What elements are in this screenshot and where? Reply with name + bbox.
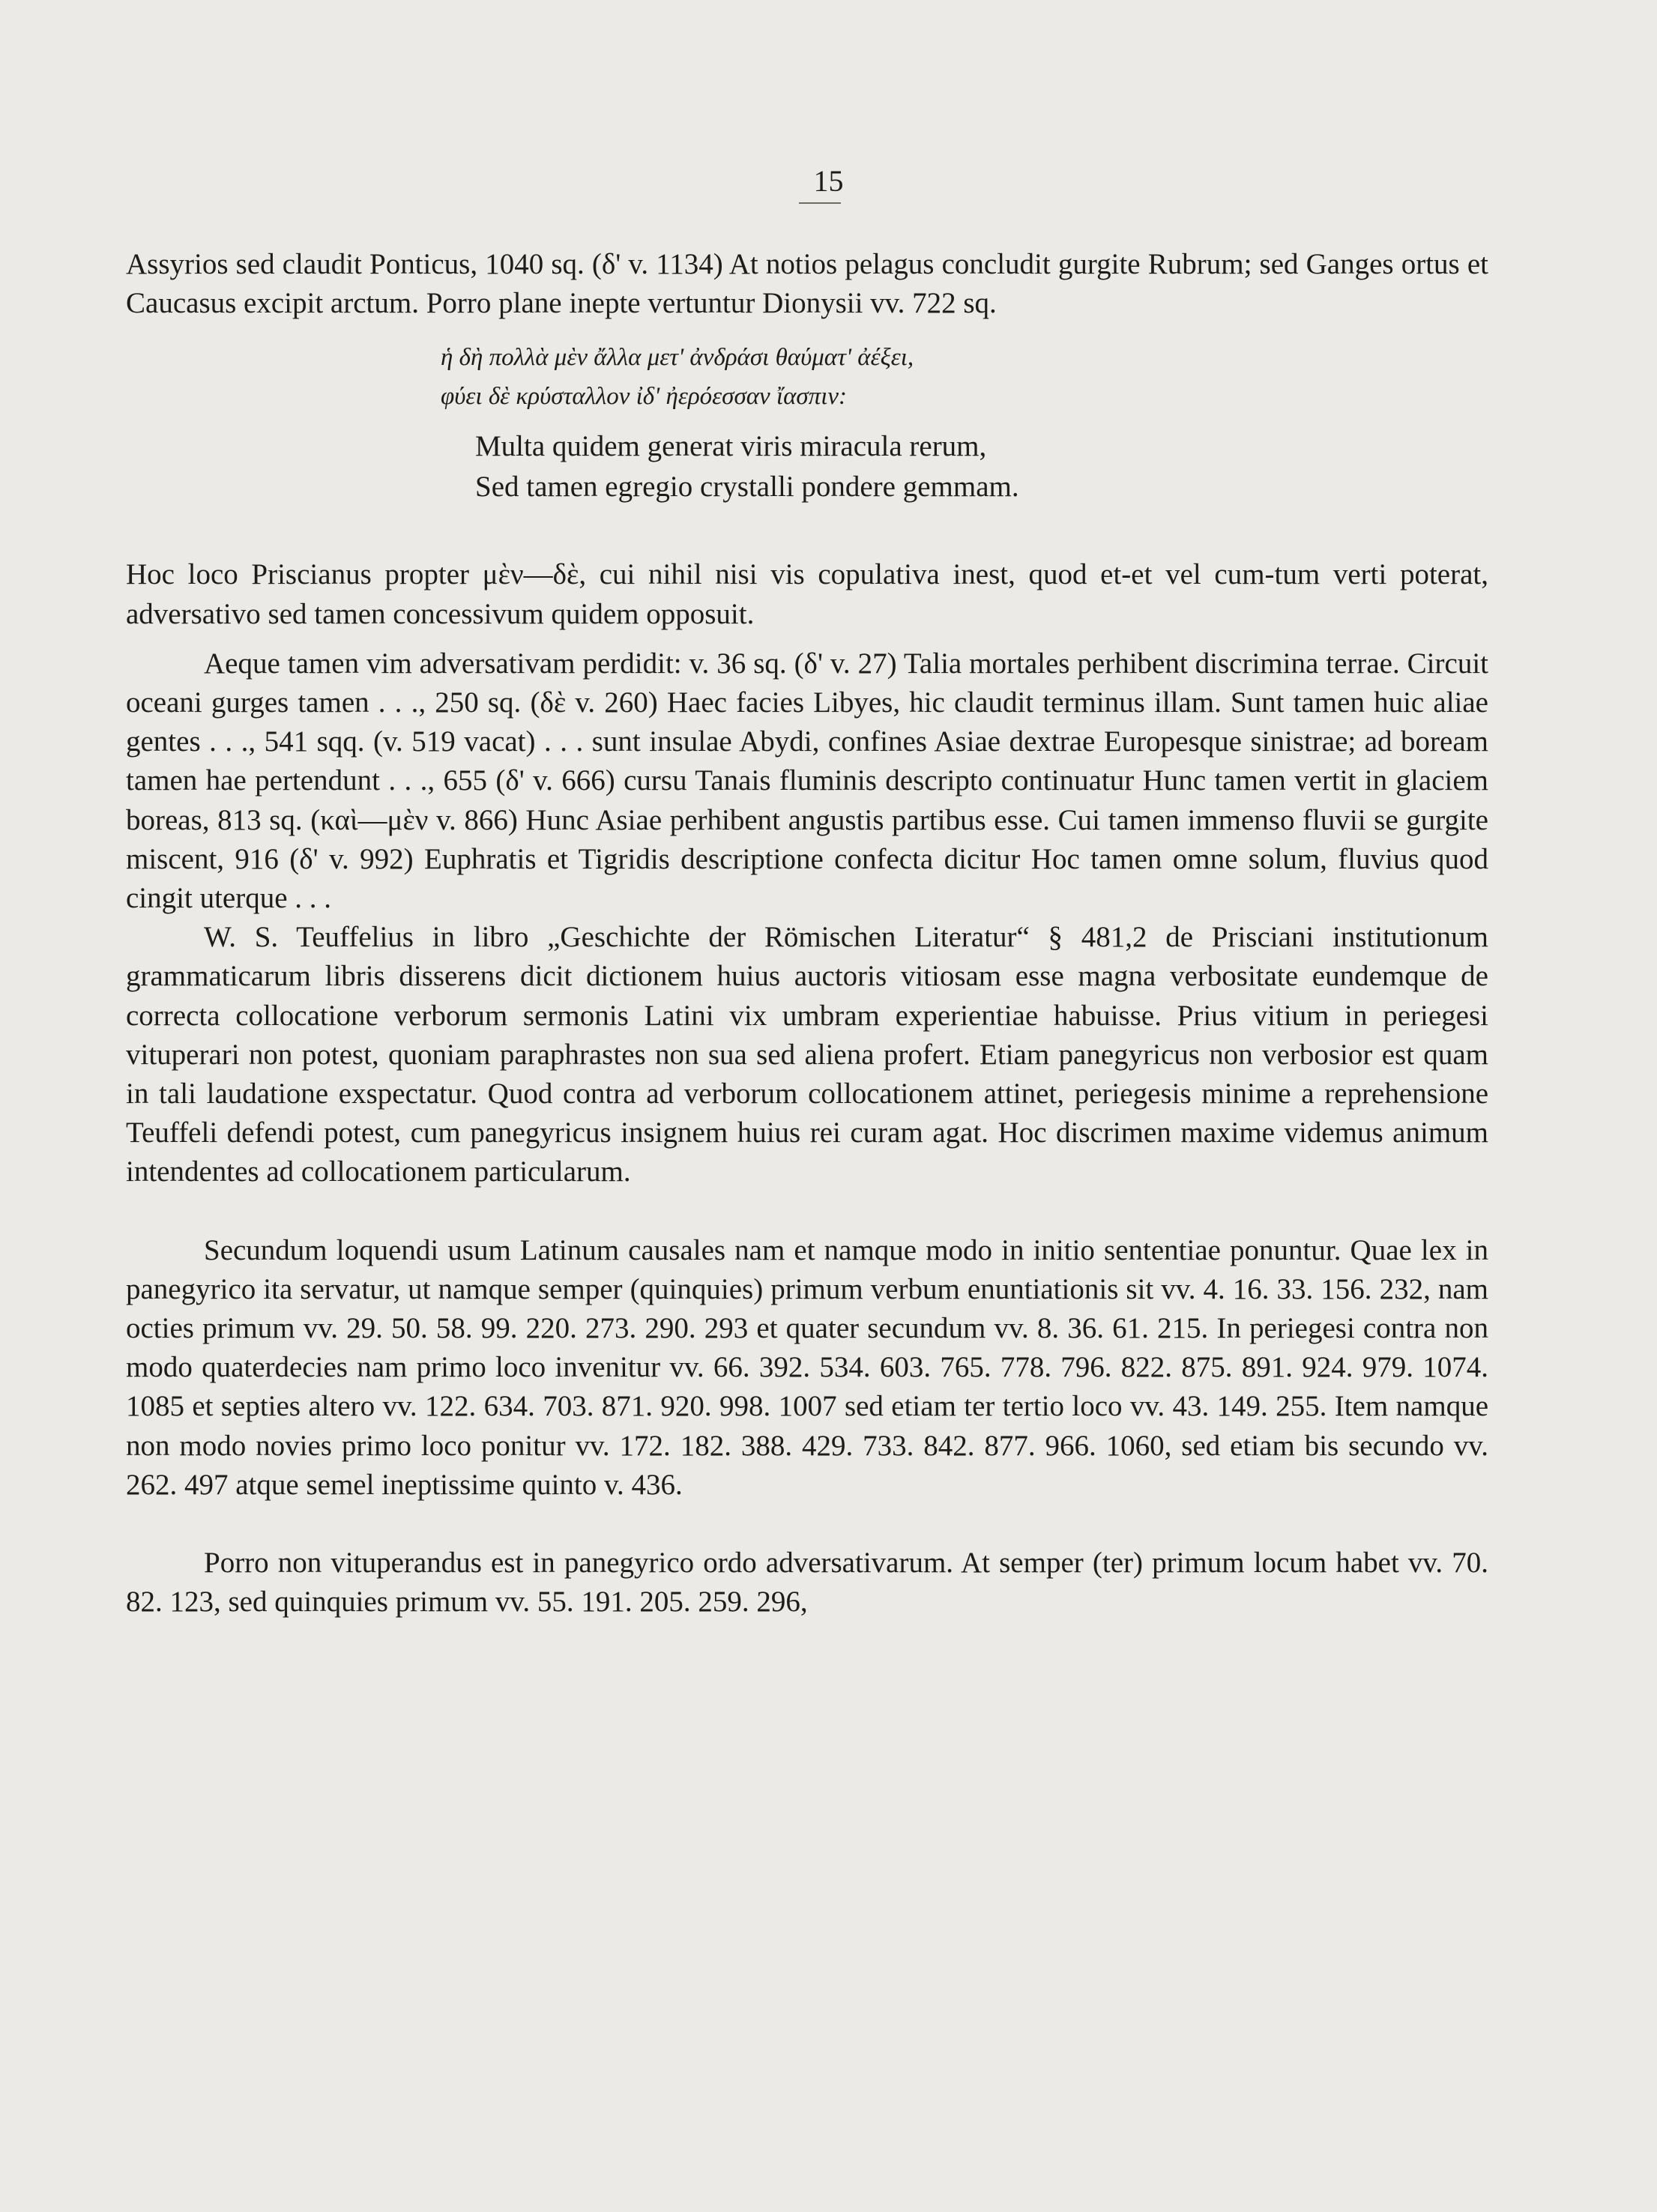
paragraph-hoc-loco: Hoc loco Priscianus propter μὲν—δὲ, cui nihil nisi vis copulativa inest, quod et-et vel cum-tum verti poterat, adversativo sed tamen concessivum quidem opposuit. bbox=[126, 558, 1488, 630]
greek-quotation bbox=[441, 338, 1488, 416]
verse-line-1: Multa quidem generat viris miracula rerum, bbox=[475, 430, 987, 463]
paragraph-porro: Porro non vituperandus est in panegyrico ordo adversativarum. At semper (ter) primum locum habet vv. 70. 82. 123, sed quinquies primum vv. 55. 191. 205. 259. 296, bbox=[126, 1547, 1488, 1619]
greek-line-2: φύει δὲ κρύσταλλον ἰδ' ἠερόεσσαν ἴασπιν: bbox=[441, 383, 848, 411]
page-number: 15 bbox=[813, 164, 844, 198]
page-number-ornament bbox=[799, 202, 841, 204]
paragraph-teuffel: W. S. Teuffelius in libro „Geschichte der Römischen Literatur“ § 481,2 de Prisciani institutionum grammaticarum libris disserens dicit dictionem huius auctoris vitiosam esse magna verbositate eundemque de correcta collocatione verborum sermonis Latini vix umbram experientiae habuisse. Prius vitium in periegesi vituperari non potest, quoniam paraphrastes non sua sed aliena profert. Etiam panegyricus non verbosior est quam in tali laudatione exspectatur. Quod contra ad verborum collocationem attinet, periegesis minime a reprehensione Teuffeli defendi potest, cum panegyricus insignem huius rei curam agat. Hoc discrimen maxime videmus animum intendentes ad collocationem particularum. bbox=[126, 921, 1488, 1188]
paragraph-aeque: Aeque tamen vim adversativam perdidit: v. 36 sq. (δ' v. 27) Talia mortales perhibent discrimina terrae. Circuit oceani gurges tamen . . ., 250 sq. (δὲ v. 260) Haec facies Libyes, hic claudit terminus illam. Sunt tamen huic aliae gentes . . ., 541 sqq. (v. 519 vacat) . . . sunt insulae Abydi, confines Asiae dextrae Europesque sinistrae; ad boream tamen hae pertendunt . . ., 655 (δ' v. 666) cursu Tanais fluminis descripto continuatur Hunc tamen vertit in glaciem boreas, 813 sq. (καὶ—μὲν v. 866) Hunc Asiae perhibent angustis partibus esse. Cui tamen immenso fluvii se gurgite miscent, 916 (δ' v. 992) Euphratis et Tigridis descriptione confecta dicitur Hoc tamen omne solum, fluvius quod cingit uterque . . . bbox=[126, 647, 1488, 915]
latin-verse bbox=[475, 426, 1488, 507]
paragraph-secundum: Secundum loquendi usum Latinum causales nam et namque modo in initio sententiae ponuntur. Quae lex in panegyrico ita servatur, ut namque semper (quinquies) primum verbum enuntiationis sit vv. 4. 16. 33. 156. 232, nam octies primum vv. 29. 50. 58. 99. 220. 273. 290. 293 et quater secundum vv. 8. 36. 61. 215. In periegesi contra non modo quaterdecies nam primo loco invenitur vv. 66. 392. 534. 603. 765. 778. 796. 822. 875. 891. 924. 979. 1074. 1085 et septies altero vv. 122. 634. 703. 871. 920. 998. 1007 sed etiam ter tertio loco vv. 43. 149. 255. Item namque non modo novies primo loco ponitur vv. 172. 182. 388. 429. 733. 842. 877. 966. 1060, sed etiam bis secundo vv. 262. 497 atque semel ineptissime quinto v. 436. bbox=[126, 1233, 1488, 1501]
paragraph-assyrios: Assyrios sed claudit Ponticus, 1040 sq. (δ' v. 1134) At notios pelagus concludit gurgite Rubrum; sed Ganges ortus et Caucasus excipit arctum. Porro plane inepte vertuntur Dionysii vv. 722 sq. bbox=[126, 248, 1488, 320]
body-text bbox=[126, 245, 1488, 1622]
verse-line-2: Sed tamen egregio crystalli pondere gemmam. bbox=[475, 471, 1019, 504]
greek-line-1: ἡ δὴ πολλὰ μὲν ἄλλα μετ' ἀνδράσι θαύματ' ἀέξει, bbox=[441, 344, 914, 372]
